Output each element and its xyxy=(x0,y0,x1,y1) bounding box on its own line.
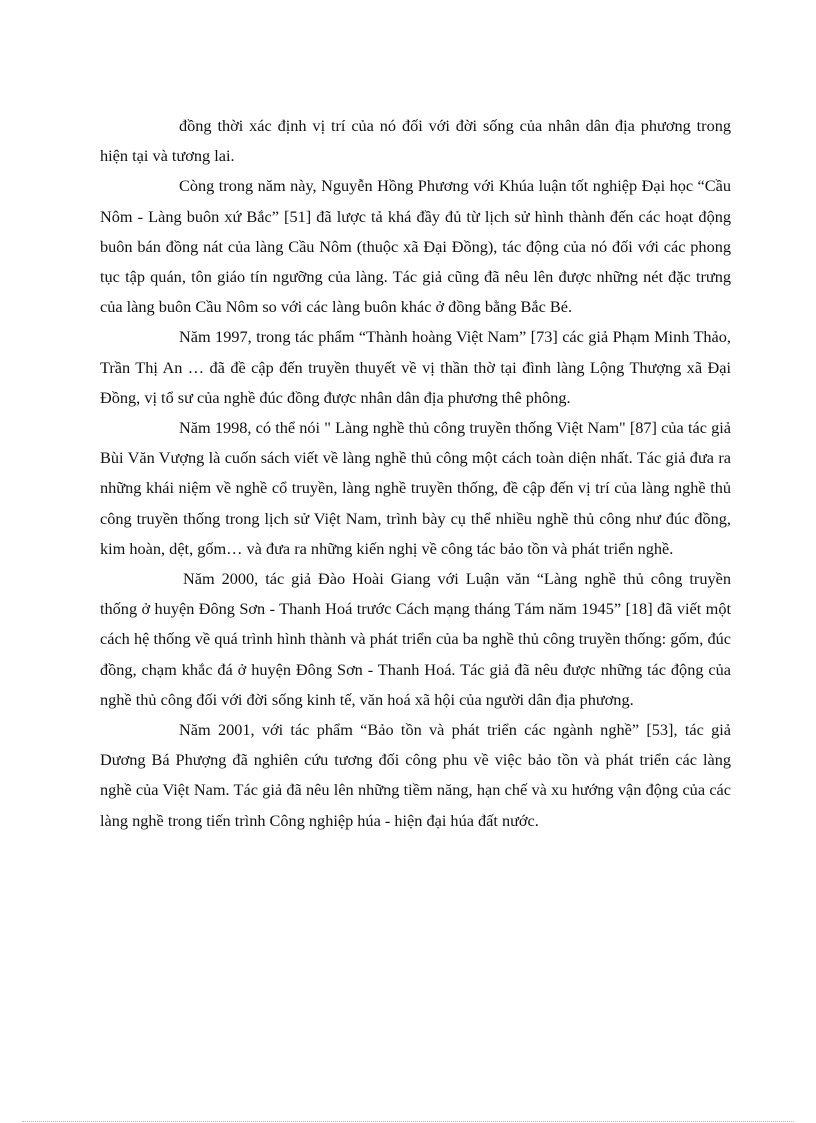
paragraph: đồng thời xác định vị trí của nó đối với đời sống của nhân dân địa phương trong hiện tại và tương lai. xyxy=(100,116,731,166)
paragraph: Năm 2001, với tác phẩm “Bảo tồn và phát triển các ngành nghề” [53], tác giả Dương Bá Phượng đã nghiên cứu tương đối công phu về việc bảo tồn và phát triển các làng nghề của Việt Nam. Tác giả đã nêu lên những tiềm năng, hạn chế và xu hướng vận động của các làng nghề trong tiến trình Công nghiệp húa - hiện đại húa đất nước. xyxy=(100,720,731,830)
body-text xyxy=(100,111,731,836)
paragraph: Năm 1997, trong tác phẩm “Thành hoàng Việt Nam” [73] các giả Phạm Minh Thảo, Trần Thị An … đã đề cập đến truyền thuyết về vị thần thờ tại đình làng Lộng Thượng xã Đại Đồng, vị tổ sư của nghề đúc đồng được nhân dân địa phương thê phông. xyxy=(100,327,731,407)
page-border-dotted xyxy=(22,1121,794,1122)
paragraph: Năm 1998, có thể nói " Làng nghề thủ công truyền thống Việt Nam" [87] của tác giả Bùi Văn Vượng là cuốn sách viết về làng nghề thủ công một cách toàn diện nhất. Tác giả đưa ra những khái niệm về nghề cổ truyền, làng nghề truyền thống, đề cập đến vị trí của làng nghề thủ công truyền thống trong lịch sử Việt Nam, trình bày cụ thể nhiều nghề thủ công như đúc đồng, kim hoàn, dệt, gốm… và đưa ra những kiến nghị về công tác bảo tồn và phát triển nghề. xyxy=(100,418,731,558)
paragraph: Năm 2000, tác giả Đào Hoài Giang với Luận văn “Làng nghề thủ công truyền thống ở huyện Đông Sơn - Thanh Hoá trước Cách mạng tháng Tám năm 1945” [18] đã viết một cách hệ thống về quá trình hình thành và phát triển của ba nghề thủ công truyền thống: gốm, đúc đồng, chạm khắc đá ở huyện Đông Sơn - Thanh Hoá. Tác giả đã nêu được những tác động của nghề thủ công đối với đời sống kinh tế, văn hoá xã hội của người dân địa phương. xyxy=(100,569,731,709)
paragraph: Còng trong năm này, Nguyễn Hồng Phương với Khúa luận tốt nghiệp Đại học “Cầu Nôm - Làng buôn xứ Bắc” [51] đã lược tả khá đầy đủ từ lịch sử hình thành đến các hoạt động buôn bán đồng nát của làng Cầu Nôm (thuộc xã Đại Đồng), tác động của nó đối với các phong tục tập quán, tôn giáo tín ngưỡng của làng. Tác giả cũng đã nêu lên được những nét đặc trưng của làng buôn Cầu Nôm so với các làng buôn khác ở đồng bằng Bắc Bé. xyxy=(100,176,731,317)
